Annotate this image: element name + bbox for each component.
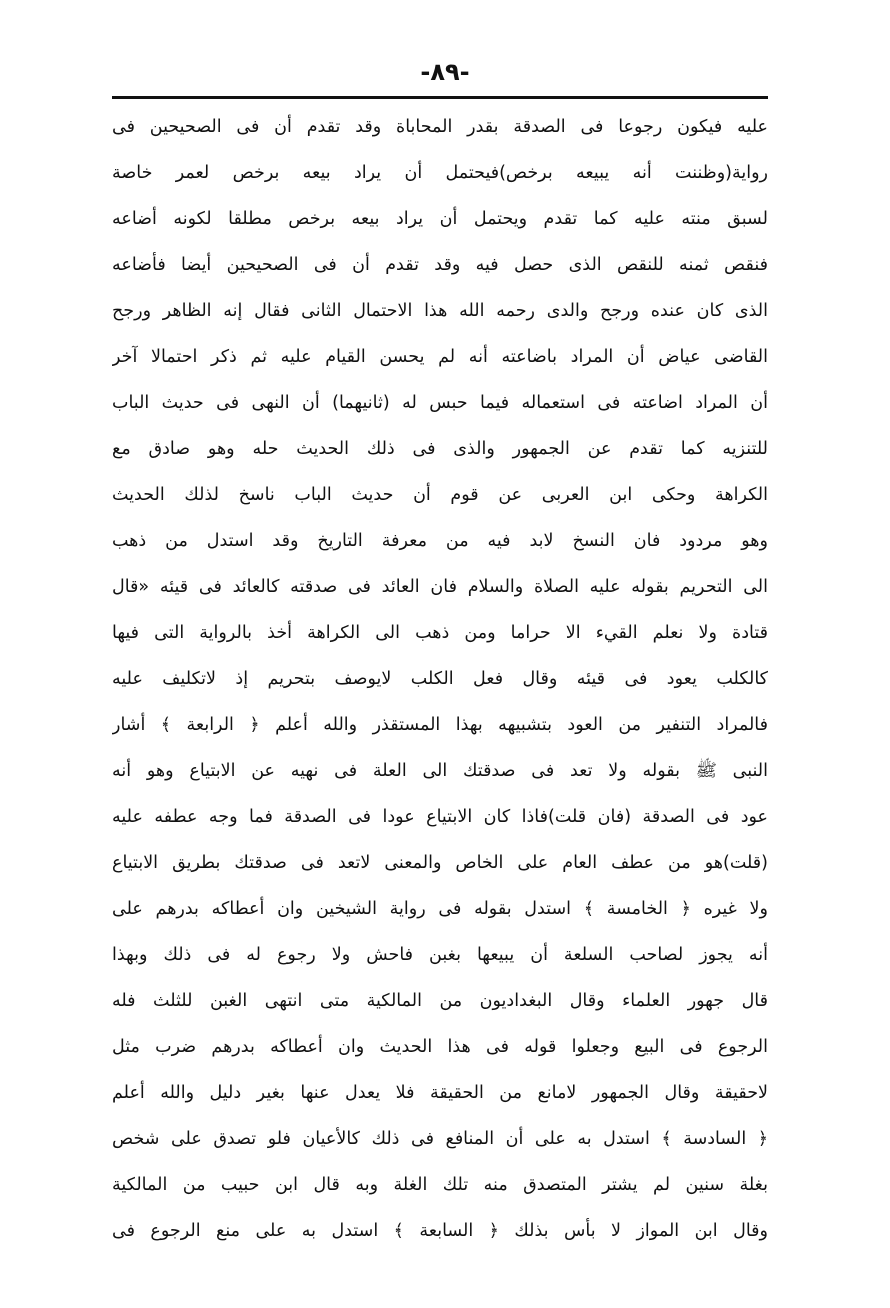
text-line: قال جهور العلماء وقال البغداديون من المالكية متى انتهى الغبن للثلث فله bbox=[112, 991, 768, 1011]
header-rule bbox=[112, 96, 768, 99]
text-line: الكراهة وحكى ابن العربى عن قوم أن حديث الباب ناسخ لذلك الحديث bbox=[112, 485, 768, 505]
text-line: أن المراد اضاعته فى استعماله فيما حبس له (ثانيهما) أن النهى فى حديث الباب bbox=[112, 393, 768, 413]
text-line: الرجوع فى البيع وجعلوا قوله فى هذا الحديث وان أعطاكه بدرهم ضرب مثل bbox=[112, 1037, 768, 1057]
text-line: رواية(وظننت أنه يبيعه برخص)فيحتمل أن يراد بيعه برخص لعمر خاصة bbox=[112, 163, 768, 183]
text-line: لسبق منته عليه كما تقدم ويحتمل أن يراد بيعه برخص مطلقا لكونه أضاعه bbox=[112, 209, 768, 229]
text-line: عليه فيكون رجوعا فى الصدقة بقدر المحاباة وقد تقدم أن فى الصحيحين فى bbox=[112, 117, 768, 137]
text-line: للتنزيه كما تقدم عن الجمهور والذى فى ذلك الحديث حله وهو صادق مع bbox=[112, 439, 768, 459]
text-line: فنقص ثمنه للنقص الذى حصل فيه وقد تقدم أن فى الصحيحين أيضا فأضاعه bbox=[112, 255, 768, 275]
text-line: كالكلب يعود فى قيئه وقال فعل الكلب لايوصف بتحريم إذ لاتكليف عليه bbox=[112, 669, 768, 689]
text-line: بغلة سنين لم يشتر المتصدق منه تلك الغلة وبه قال ابن حبيب من المالكية bbox=[112, 1175, 768, 1195]
text-line: (قلت)هو من عطف العام على الخاص والمعنى لاتعد فى صدقتك بطريق الابتياع bbox=[112, 853, 768, 873]
text-line: الى التحريم بقوله عليه الصلاة والسلام فان العائد فى صدقته كالعائد فى قيئه «قال bbox=[112, 577, 768, 597]
text-line: فالمراد التنفير من العود بتشبيهه بهذا المستقذر والله أعلم ﴿ الرابعة ﴾ أشار bbox=[112, 715, 768, 735]
text-line: النبى ﷺ بقوله ولا تعد فى صدقتك الى العلة فى نهيه عن الابتياع وهو أنه bbox=[112, 761, 768, 781]
text-line: ﴿ السادسة ﴾ استدل به على أن المنافع فى ذلك كالأعيان فلو تصدق على شخص bbox=[112, 1129, 768, 1149]
text-line: عود فى الصدقة (فان قلت)فاذا كان الابتياع عودا فى الصدقة فما وجه عطفه عليه bbox=[112, 807, 768, 827]
text-line: قتادة ولا نعلم القيء الا حراما ومن ذهب الى الكراهة أخذ بالرواية التى فيها bbox=[112, 623, 768, 643]
text-line: ولا غيره ﴿ الخامسة ﴾ استدل بقوله فى رواية الشيخين وان أعطاكه بدرهم على bbox=[112, 899, 768, 919]
text-line: لاحقيقة وقال الجمهور لامانع من الحقيقة فلا يعدل عنها بغير دليل والله أعلم bbox=[112, 1083, 768, 1103]
text-line: وهو مردود فان النسخ لابد فيه من معرفة التاريخ وقد استدل من ذهب bbox=[112, 531, 768, 551]
text-line: وقال ابن المواز لا بأس بذلك ﴿ السابعة ﴾ استدل به على منع الرجوع فى bbox=[112, 1221, 768, 1241]
page-number: -٨٩- bbox=[420, 58, 470, 86]
page-body-text bbox=[112, 104, 768, 1254]
text-line: الذى كان عنده ورجح والدى رحمه الله هذا الاحتمال الثانى فقال إنه الظاهر ورجح bbox=[112, 301, 768, 321]
text-line: القاضى عياض أن المراد باضاعته أنه لم يحسن القيام عليه ثم ذكر احتمالا آخر bbox=[112, 347, 768, 367]
text-line: أنه يجوز لصاحب السلعة أن يبيعها بغبن فاحش ولا رجوع له فى ذلك وبهذا bbox=[112, 945, 768, 965]
